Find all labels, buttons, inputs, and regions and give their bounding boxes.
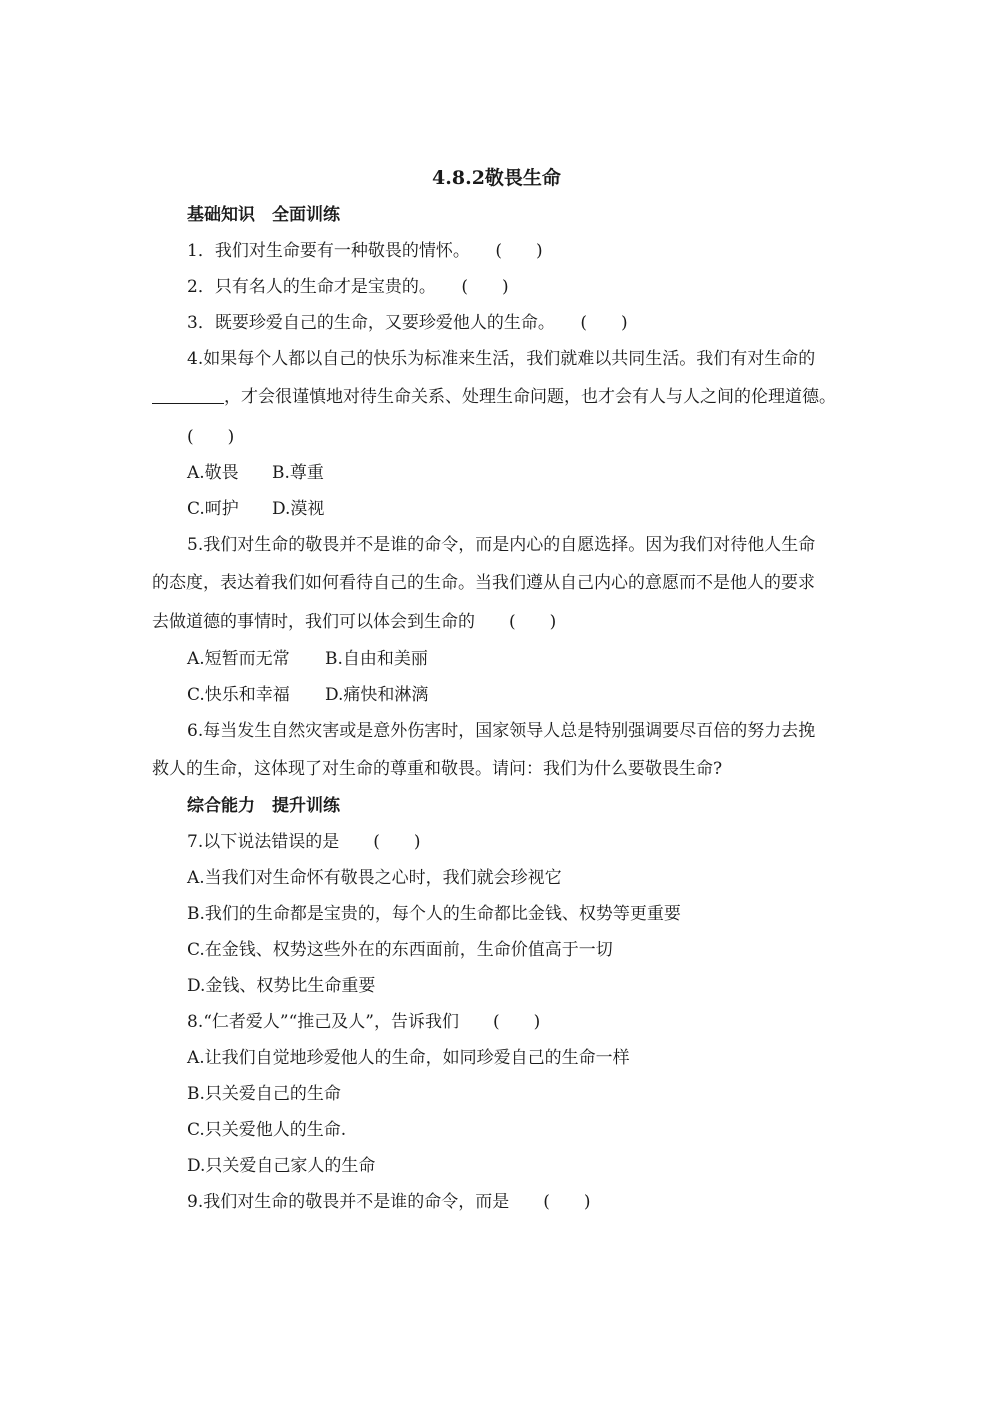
question-8: 8.“仁者爱人”“推己及人”，告诉我们 ( ) [187,1012,541,1032]
q5-option-c: C.快乐和幸福 [187,685,290,705]
question-7: 7.以下说法错误的是 ( ) [187,832,421,852]
question-4-line-2: ，才会很谨慎地对待生命关系、处理生命问题，也才会有人与人之间的伦理道德。 [152,386,836,408]
q8-option-c: C.只关爱他人的生命. [187,1120,347,1140]
q7-option-a: A.当我们对生命怀有敬畏之心时，我们就会珍视它 [187,868,562,888]
q4-option-c: C.呵护 [187,499,239,519]
question-2: 2．只有名人的生命才是宝贵的。 ( ) [187,277,509,297]
q4-option-d: D.漠视 [272,499,325,519]
page-title: 4.8.2敬畏生命 [432,167,561,189]
q8-option-a: A.让我们自觉地珍爱他人的生命，如同珍爱自己的生命一样 [187,1048,630,1068]
q7-option-d: D.金钱、权势比生命重要 [187,976,376,996]
fill-in-blank [152,387,224,404]
question-5-line-3: 去做道德的事情时，我们可以体会到生命的 ( ) [152,612,557,632]
q5-option-b: B.自由和美丽 [325,649,428,669]
q8-option-b: B.只关爱自己的生命 [187,1084,341,1104]
question-3: 3．既要珍爱自己的生命，又要珍爱他人的生命。 ( ) [187,313,628,333]
q8-option-d: D.只关爱自己家人的生命 [187,1156,376,1176]
question-1: 1．我们对生命要有一种敬畏的情怀。 ( ) [187,241,543,261]
q4-option-a: A.敬畏 [187,463,239,483]
section-heading-basic: 基础知识 全面训练 [187,205,340,225]
question-4-answer-paren: ( ) [187,427,235,447]
section-heading-advanced: 综合能力 提升训练 [187,796,340,816]
q4-option-b: B.尊重 [272,463,324,483]
q5-option-a: A.短暂而无常 [187,649,290,669]
q7-option-b: B.我们的生命都是宝贵的，每个人的生命都比金钱、权势等更重要 [187,904,681,924]
question-5-line-1: 5.我们对生命的敬畏并不是谁的命令，而是内心的自愿选择。因为我们对待他人生命 [187,535,816,555]
question-5-line-2: 的态度，表达着我们如何看待自己的生命。当我们遵从自己内心的意愿而不是他人的要求 [152,573,815,593]
question-9: 9.我们对生命的敬畏并不是谁的命令，而是 ( ) [187,1192,591,1212]
q5-option-d: D.痛快和淋漓 [325,685,429,705]
question-4-line-1: 4.如果每个人都以自己的快乐为标准来生活，我们就难以共同生活。我们有对生命的 [187,349,816,369]
question-6-line-1: 6.每当发生自然灾害或是意外伤害时，国家领导人总是特别强调要尽百倍的努力去挽 [187,721,816,741]
q7-option-c: C.在金钱、权势这些外在的东西面前，生命价值高于一切 [187,940,613,960]
question-6-line-2: 救人的生命，这体现了对生命的尊重和敬畏。请问：我们为什么要敬畏生命? [152,759,723,779]
